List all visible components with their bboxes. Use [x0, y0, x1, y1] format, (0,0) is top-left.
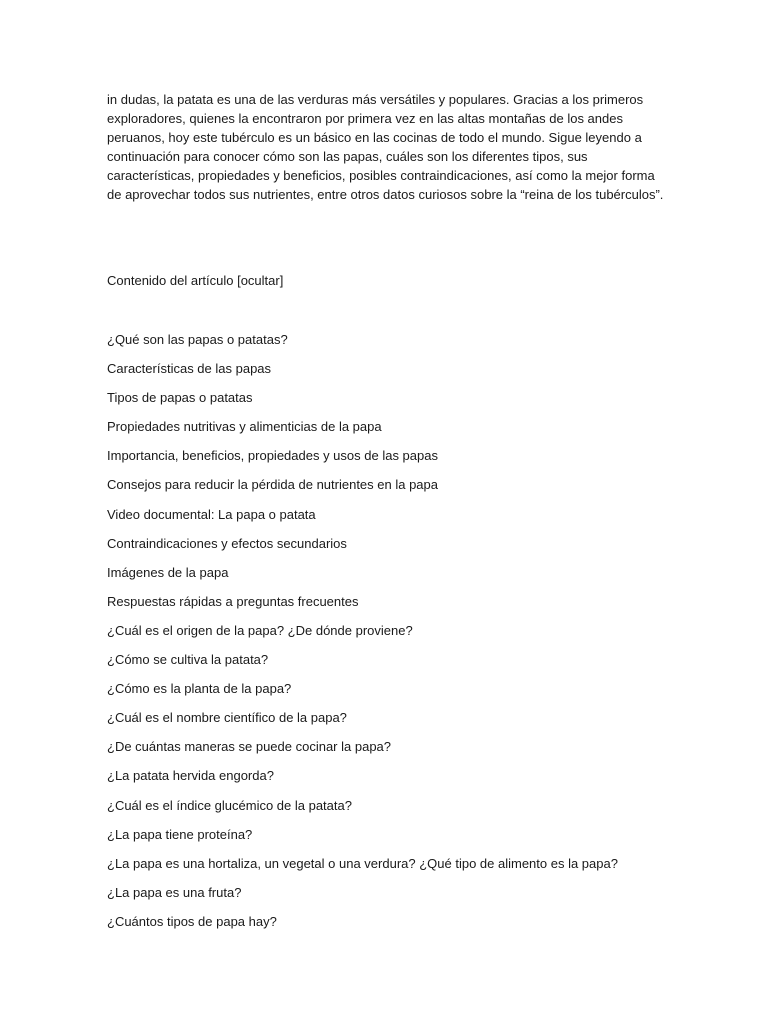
toc-item: Contraindicaciones y efectos secundarios — [107, 535, 347, 551]
toc-item: Imágenes de la papa — [107, 564, 229, 580]
toc-item: Características de las papas — [107, 361, 272, 377]
toc-item: Tipos de papas o patatas — [107, 390, 253, 406]
toc-item: ¿De cuántas maneras se puede cocinar la papa? — [107, 739, 392, 755]
toc-item: ¿Qué son las papas o patatas? — [107, 332, 288, 347]
toc-item: ¿La papa es una hortaliza, un vegetal o una verdura? ¿Qué tipo de alimento es la papa? — [107, 855, 618, 871]
toc-item: Importancia, beneficios, propiedades y usos de las papas — [107, 448, 438, 464]
toc-item: ¿Cuál es el origen de la papa? ¿De dónde proviene? — [107, 622, 413, 638]
toc-item: ¿La papa tiene proteína? — [107, 826, 253, 842]
toc-item: ¿La patata hervida engorda? — [107, 768, 274, 784]
toc-item: ¿Cuál es el índice glucémico de la patata? — [107, 797, 352, 813]
intro-paragraph: in dudas, la patata es una de las verduras más versátiles y populares. Gracias a los primeros exploradores, quienes la encontraron por primera vez en las altas montañas de los andes peruanos, hoy este tubérculo es un básico en las cocinas de todo el mundo. Sigue leyendo a continuación para conocer cómo son las papas, cuáles son los diferentes tipos, sus características, propiedades y beneficios, posibles contraindicaciones, así como la mejor forma de aprovechar todos sus nutrientes, entre otros datos curiosos sobre la “reina de los tubérculos”. — [107, 92, 664, 202]
toc-item: ¿Cuál es el nombre científico de la papa? — [107, 710, 347, 726]
toc-item: ¿Cómo es la planta de la papa? — [107, 681, 292, 697]
toc-item: ¿La papa es una fruta? — [107, 884, 242, 900]
toc-item: Video documental: La papa o patata — [107, 506, 316, 522]
toc-item: Consejos para reducir la pérdida de nutrientes en la papa — [107, 477, 438, 493]
toc-item: Respuestas rápidas a preguntas frecuentes — [107, 593, 359, 609]
toc-item: ¿Cuántos tipos de papa hay? — [107, 913, 277, 929]
toc-item: Propiedades nutritivas y alimenticias de la papa — [107, 419, 382, 435]
toc-list — [107, 330, 618, 941]
toc-title: Contenido del artículo [ocultar] — [107, 273, 284, 288]
toc-item: ¿Cómo se cultiva la patata? — [107, 652, 269, 668]
